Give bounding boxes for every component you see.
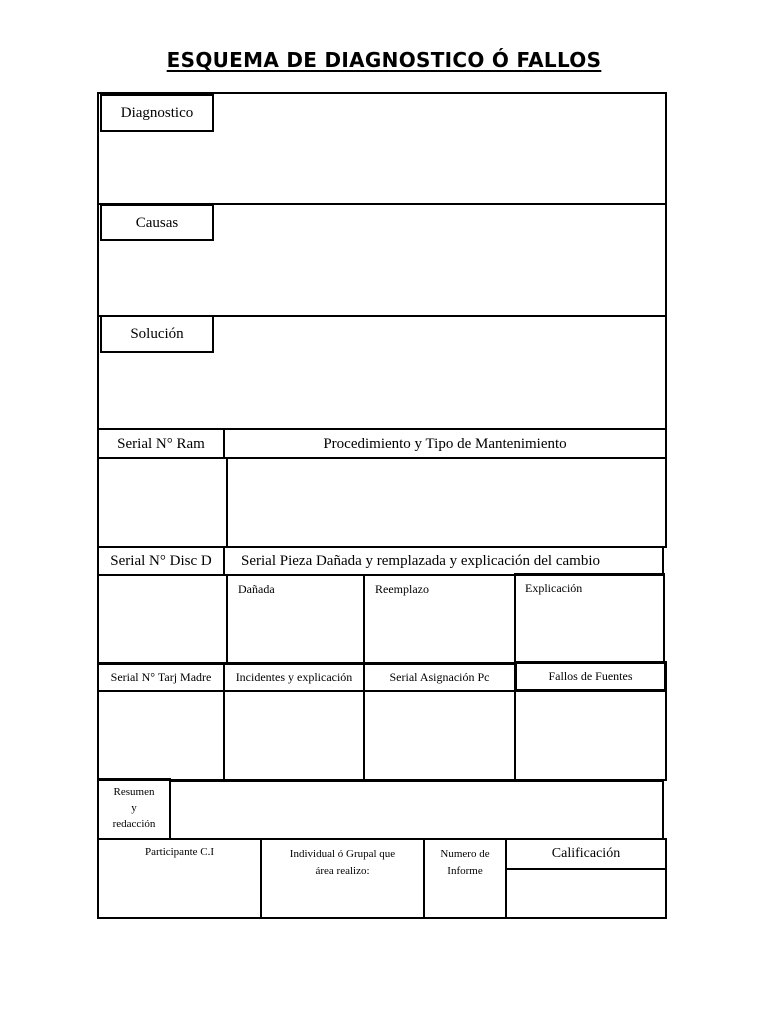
- diagnostico-field[interactable]: [216, 95, 664, 201]
- resumen-label: [97, 778, 171, 840]
- calificacion-header: Calificación: [505, 838, 667, 870]
- serial-disc-cell[interactable]: [97, 574, 228, 665]
- serial-asignacion-cell[interactable]: [363, 690, 516, 781]
- resumen-label-line1: Resumen: [113, 786, 155, 799]
- fallos-fuentes-header: Fallos de Fuentes: [514, 661, 667, 692]
- participante-label: Participante C.I: [144, 846, 215, 858]
- calificacion-cell[interactable]: [505, 868, 667, 919]
- numero-label-line1: Numero de: [440, 848, 490, 860]
- solucion-field[interactable]: [216, 318, 664, 427]
- serial-tarj-cell[interactable]: [97, 690, 225, 781]
- solucion-label: Solución: [100, 315, 214, 353]
- procedimiento-header: Procedimiento y Tipo de Mantenimiento: [223, 428, 667, 459]
- incidentes-header: Incidentes y explicación: [223, 662, 365, 692]
- serial-disc-header: Serial N° Disc D: [97, 546, 225, 576]
- individual-label-line1: Individual ó Grupal que: [289, 848, 396, 860]
- participante-cell[interactable]: [97, 838, 262, 919]
- resumen-label-line3: redacción: [112, 817, 156, 830]
- individual-label-line2: área realizo:: [315, 865, 370, 878]
- procedimiento-cell[interactable]: [226, 457, 667, 548]
- resumen-label-line2: y: [131, 802, 137, 815]
- numero-label-line2: Informe: [447, 865, 483, 878]
- serial-tarj-header: Serial N° Tarj Madre: [97, 662, 225, 692]
- resumen-cell[interactable]: [169, 780, 664, 840]
- danada-cell[interactable]: Dañada: [226, 574, 365, 665]
- serial-ram-cell[interactable]: [97, 457, 228, 548]
- serial-ram-header: Serial N° Ram: [97, 428, 225, 459]
- page-title: ESQUEMA DE DIAGNOSTICO Ó FALLOS: [166, 48, 602, 72]
- explicacion-cell[interactable]: Explicación: [514, 573, 665, 663]
- serial-asignacion-header: Serial Asignación Pc: [363, 662, 516, 692]
- numero-informe-cell[interactable]: [423, 838, 507, 919]
- fallos-fuentes-cell[interactable]: [514, 690, 667, 781]
- individual-cell[interactable]: [260, 838, 425, 919]
- diagnostico-label: Diagnostico: [100, 94, 214, 132]
- incidentes-cell[interactable]: [223, 690, 365, 781]
- causas-label: Causas: [100, 204, 214, 241]
- causas-field[interactable]: [216, 206, 664, 314]
- serial-pieza-header: Serial Pieza Dañada y remplazada y explicación del cambio: [223, 546, 664, 576]
- reemplazo-cell[interactable]: Reemplazo: [363, 574, 516, 665]
